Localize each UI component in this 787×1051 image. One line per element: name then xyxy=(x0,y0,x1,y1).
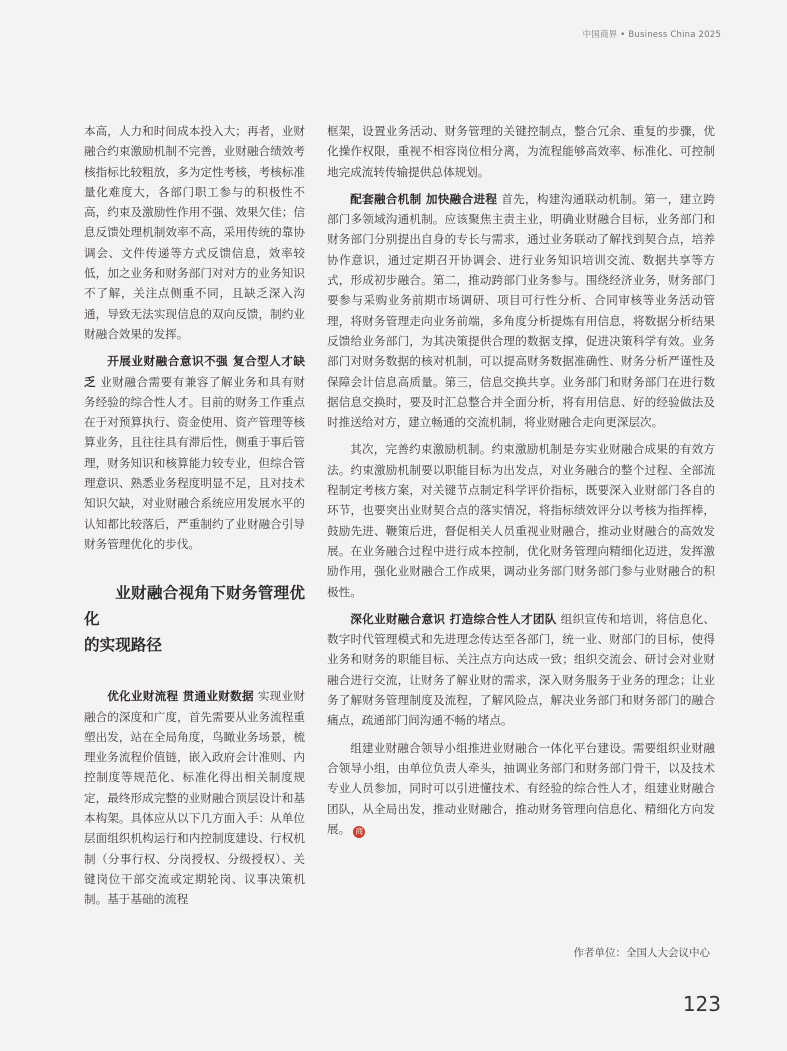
page-number: 123 xyxy=(682,992,721,1016)
paragraph xyxy=(84,686,305,909)
paragraph-heading: 优化业财流程 贯通业财数据 xyxy=(107,689,254,704)
paragraph: 框架，设置业务活动、财务管理的关键控制点，整合冗余、重复的步骤，优化操作权限，重视不相容岗位相分离，为流程能够高效率、标准化、可控制地完成流转传输提供总体规划。 xyxy=(327,124,715,179)
author-affiliation: 作者单位：全国人大会议中心 xyxy=(573,947,710,959)
paragraph-heading: 开展业财融合意识不强 复合型人才缺乏 xyxy=(84,354,305,389)
paragraph-text: 组建业财融合领导小组推进业财融合一体化平台建设。需要组织业财融合领导小组，由单位负责人牵头，抽调业务部门和财务部门骨干，以及技术专业人员参加，同时可以引进懂技术、有经验的综合性人才，组建业财融合团队，从全局出发，推动业财融合，推动财务管理向信息化、精细化方向发展。 xyxy=(327,740,715,836)
paragraph: 本高，人力和时间成本投入大；再者，业财融合约束激励机制不完善，业财融合绩效考核指标比较粗放，多为定性考核，考核标准量化难度大，各部门职工参与的积极性不高，约束及激励性作用不强、效果欠佳；信息反馈处理机制效率不高，采用传统的靠协调会、文件传递等方式反馈信息，效率较低，加之业务和财务部门对对方的业务知识不了解，关注点侧重不同，且缺乏深入沟通，导致无法实现信息的双向反馈，制约业财融合效果的发挥。 xyxy=(84,124,305,341)
section-title-line-1: 业财融合视角下财务管理优化 xyxy=(84,584,305,629)
paragraph: 其次，完善约束激励机制。约束激励机制是夯实业财融合成果的有效方法。约束激励机制要以职能目标为出发点，对业务融合的整个过程、全部流程制定考核方案，对关键节点制定科学评价指标，既要深入业财部门各自的环节，也要突出业财契合点的落实情况，将指标绩效评分以考核为指挥棒，鼓励先进、鞭策后进，督促相关人员重视业财融合，推动业财融合的高效发展。在业务融合过程中进行成本控制，优化财务管理向精细化迈进，发挥激励作用，强化业财融合工作成果，调动业务部门财务部门参与业财融合的积极性。 xyxy=(327,442,715,599)
paragraph-text: 首先，构建沟通联动机制。第一，建立跨部门多领域沟通机制。应该聚焦主责主业，明确业财融合目标，业务部门和财务部门分别提出自身的专长与需求，通过业务联动了解找到契合点，培养协作意识，通过定期召开协调会、进行业务知识培训交流、数据共享等方式，形成初步融合。第二，推动跨部门业务参与。围绕经济业务，财务部门要参与采购业务前期市场调研、项目可行性分析、合同审核等业务活动管理，将财务管理走向业务前端，多角度分析提炼有用信息，将数据分析结果反馈给业务部门，为其决策提供合理的数据支撑，促进决策科学有效。业务部门对财务数据的核对机制，可以提高财务数据准确性、财务分析严谨性及保障会计信息高质量。第三，信息交换共享。业务部门和财务部门在进行数据信息交换时，要及时汇总整合并全面分析，将有用信息、好的经验做法及时推送给对方，建立畅通的交流机制，将业财融合走向更深层次。 xyxy=(327,191,716,430)
paragraph-text: 组织宣传和培训，将信息化、数字时代管理模式和先进理念传达至各部门，统一业、财部门的目标，使得业务和财务的职能目标、关注点方向达成一致；组织交流会、研讨会对业财融合进行交流，让财务了解业财的需求，深入财务服务于业务的理念；让业务了解财务管理制度及流程，了解风险点，解决业务部门和财务部门的融合痛点，疏通部门间沟通不畅的堵点。 xyxy=(327,611,715,728)
paragraph-heading: 配套融合机制 加快融合进程 xyxy=(350,191,498,206)
paragraph-text: 实现业财融合的深度和广度，首先需要从业务流程重塑出发，站在全局角度，鸟瞰业务场景，梳理业务流程价值链，嵌入政府会计准则、内控制度等规范化、标准化得出相关制度规定，最终形成完整的业财融合顶层设计和基本构架。具体应从以下几方面入手：从单位层面组织机构运行和内控制度建设、行权机制（分事行权、分岗授权、分级授权）、关键岗位干部交流或定期轮岗、议事决策机制。基于基础的流程 xyxy=(84,689,305,907)
paragraph xyxy=(327,189,715,433)
section-title-line-2: 的实现路径 xyxy=(84,636,162,655)
section-title xyxy=(84,580,305,658)
paragraph-heading: 深化业财融合意识 打造综合性人才团队 xyxy=(350,611,557,626)
paragraph xyxy=(327,738,715,839)
paragraph-text: 业财融合需要有兼容了解业务和具有财务经验的综合性人才。目前的财务工作重点在于对预算执行、资金使用、资产管理等核算业务，且往往具有滞后性，侧重于事后管理，财务知识和核算能力较专业，但综合管理意识、熟悉业务程度明显不足，且对技术知识欠缺，对业财融合系统应用发展水平的认知都比较落后，严重制约了业财融合引导财务管理优化的步伐。 xyxy=(84,374,305,551)
paragraph xyxy=(84,351,305,554)
running-header: 中国商界 • Business China 2025 xyxy=(582,30,721,40)
paragraph xyxy=(327,609,715,731)
right-column xyxy=(327,121,715,846)
left-column xyxy=(84,121,305,917)
end-mark-icon: 商 xyxy=(355,826,364,836)
